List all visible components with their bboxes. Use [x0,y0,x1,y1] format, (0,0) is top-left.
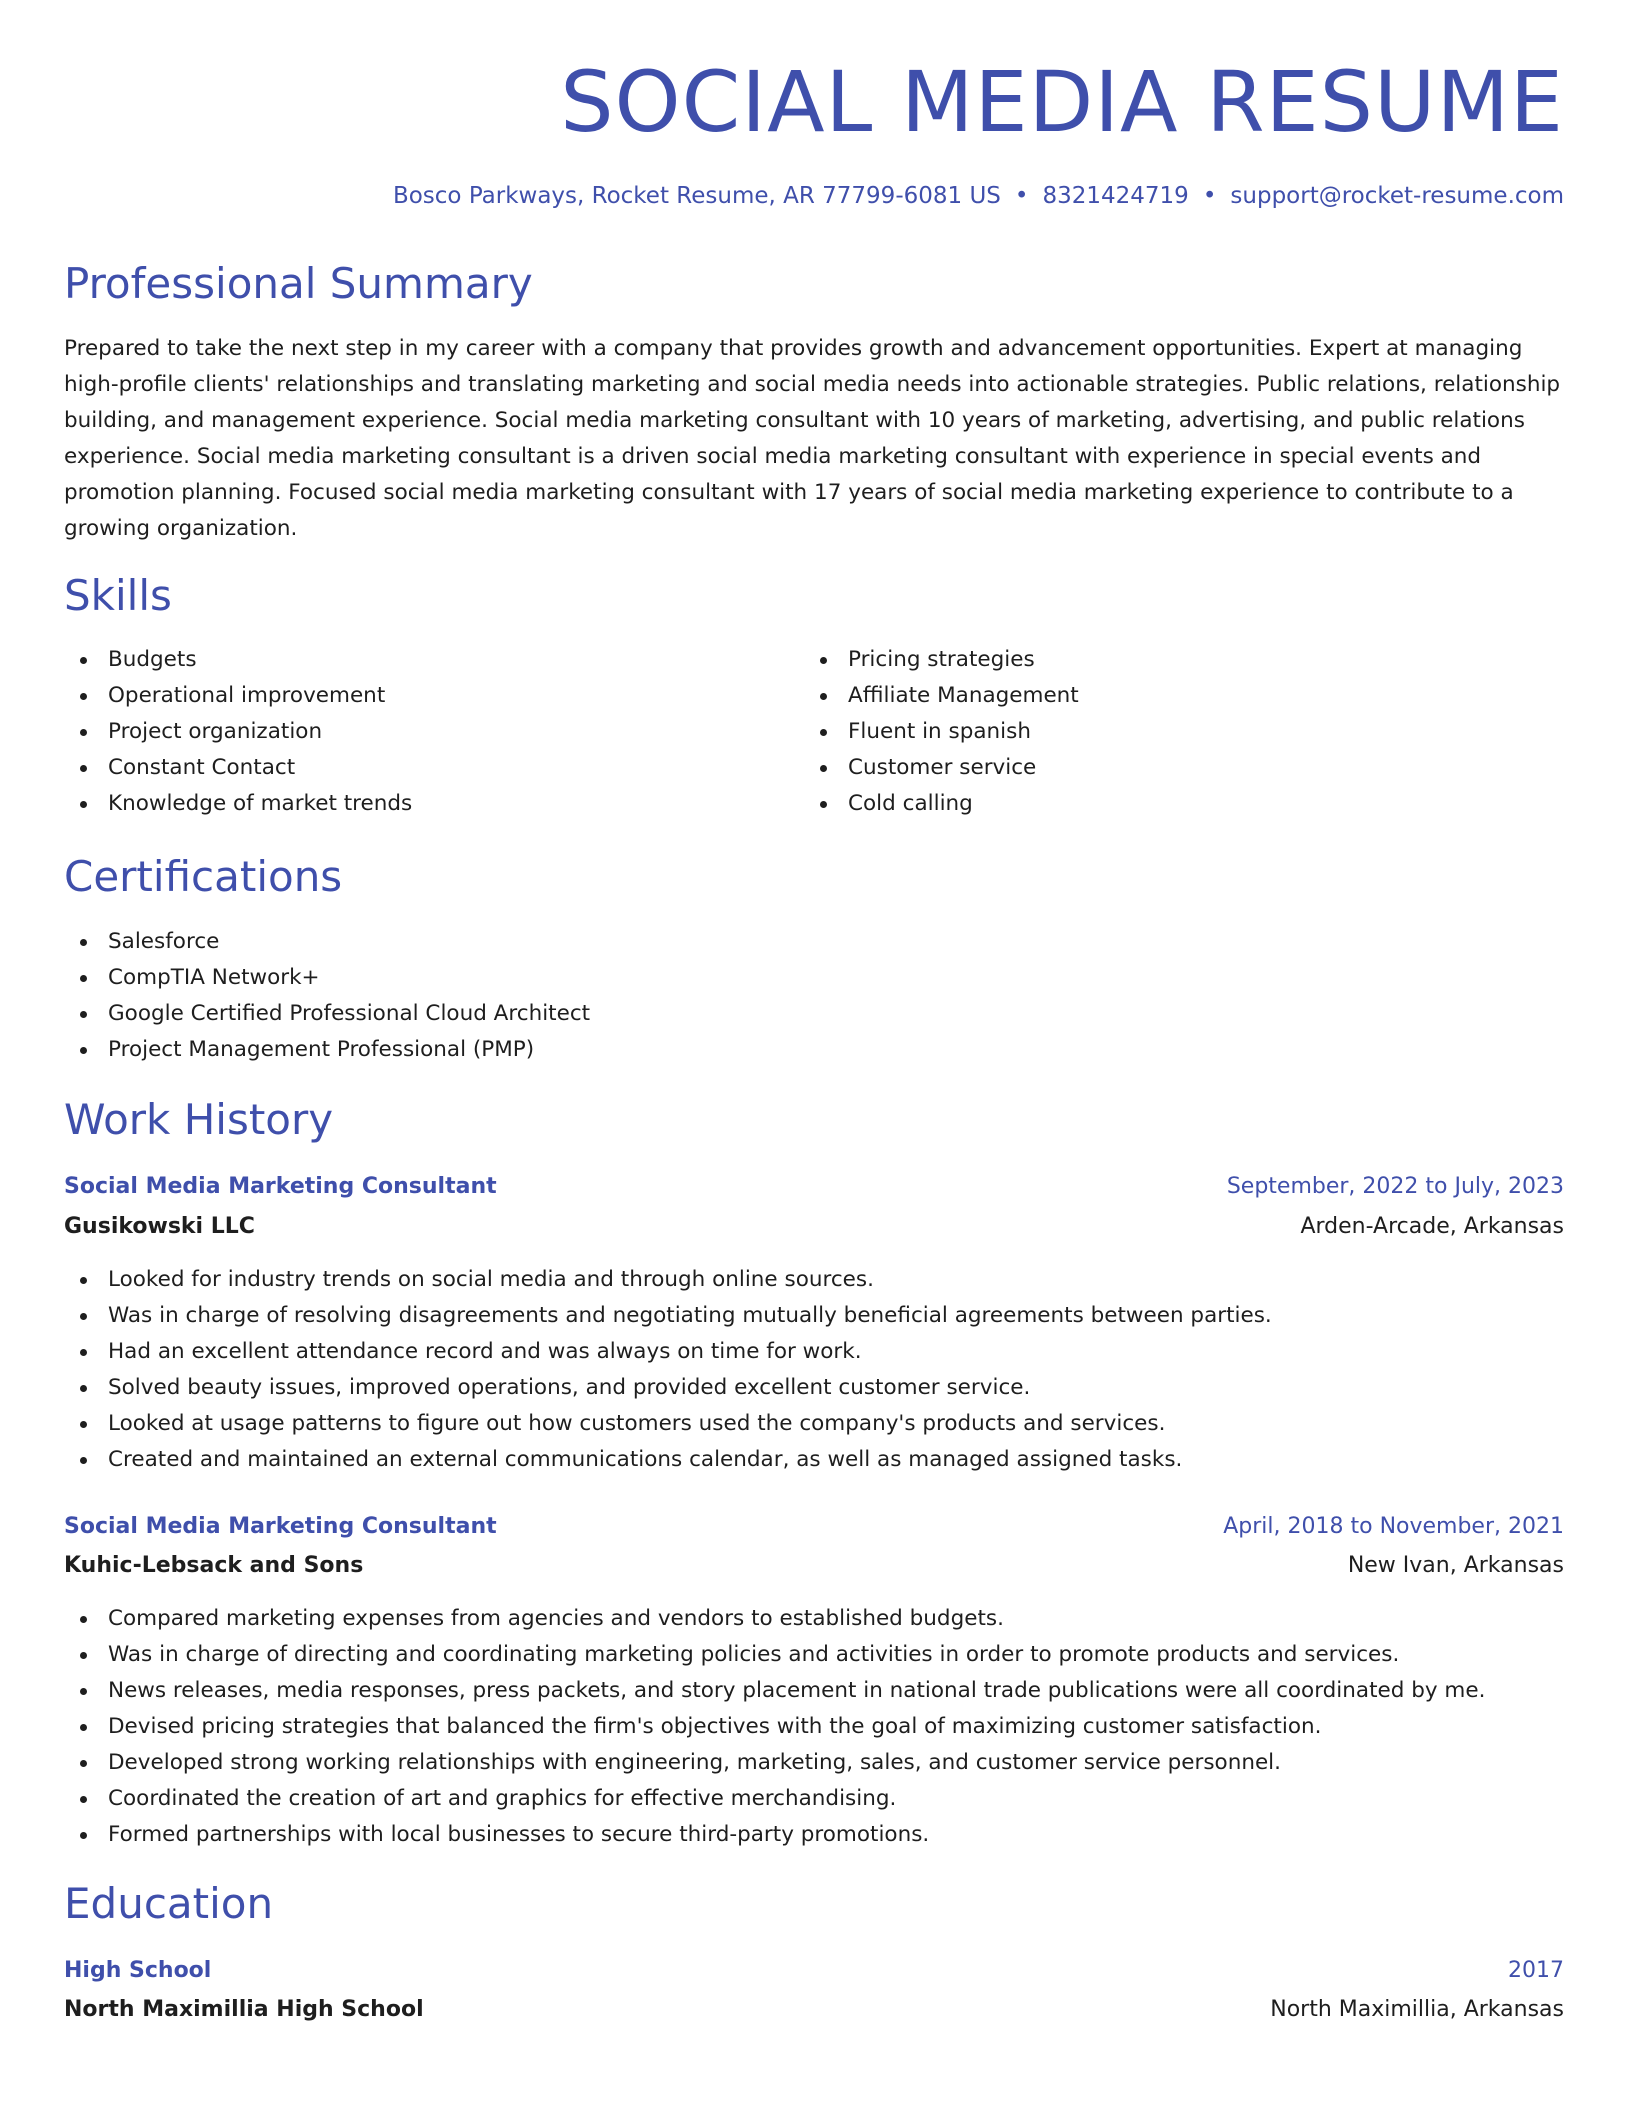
job-title: Social Media Marketing Consultant [64,1174,497,1199]
education-degree: High School [64,1958,212,1983]
job-title-row [64,1169,1564,1205]
job-company: Gusikowski LLC [64,1214,255,1239]
skill-item: Budgets [64,642,412,678]
skill-item: Constant Contact [64,750,412,786]
job-bullet: Devised pricing strategies that balanced the firm's objectives with the goal of maximizing customer satisfaction. [64,1709,1485,1745]
job-bullet: Looked for industry trends on social media and through online sources. [64,1262,1272,1298]
job-bullet: Compared marketing expenses from agencies and vendors to established budgets. [64,1601,1485,1637]
skill-item: Affiliate Management [804,678,1079,714]
job-bullet: Looked at usage patterns to figure out how customers used the company's products and services. [64,1406,1272,1442]
resume-title: SOCIAL MEDIA RESUME [560,53,1564,151]
skills-heading: Skills [64,571,172,620]
skill-item: Fluent in spanish [804,714,1079,750]
contact-separator: • [1202,183,1217,209]
summary-heading: Professional Summary [64,259,533,308]
certifications-heading: Certifications [64,852,343,901]
contact-email[interactable]: support@rocket-resume.com [1230,183,1564,209]
job-location: New Ivan, Arkansas [1347,1553,1564,1578]
skill-item: Project organization [64,714,412,750]
job-company: Kuhic-Lebsack and Sons [64,1553,364,1578]
job-dates: September, 2022 to July, 2023 [1226,1174,1564,1199]
work-history-heading: Work History [64,1095,334,1144]
job-bullet: Formed partnerships with local businesses to secure third-party promotions. [64,1817,1485,1853]
education-heading: Education [64,1879,274,1928]
certification-item: Google Certified Professional Cloud Architect [64,996,590,1032]
job-bullet: Solved beauty issues, improved operations, and provided excellent customer service. [64,1370,1272,1406]
education-school-row [64,1992,1564,2028]
job-bullets [64,1262,1272,1478]
job-company-row [64,1548,1564,1584]
contact-phone[interactable]: 8321424719 [1042,183,1189,209]
certifications-list [64,924,590,1068]
job-bullet: Created and maintained an external communications calendar, as well as managed assigned tasks. [64,1442,1272,1478]
job-bullet: Was in charge of resolving disagreements and negotiating mutually beneficial agreements between parties. [64,1298,1272,1334]
job-bullet: Had an excellent attendance record and was always on time for work. [64,1334,1272,1370]
skills-list-left [64,642,412,822]
certification-item: Salesforce [64,924,590,960]
education-year: 2017 [1508,1958,1564,1983]
skill-item: Cold calling [804,786,1079,822]
job-company-row [64,1209,1564,1245]
certification-item: CompTIA Network+ [64,960,590,996]
job-bullets [64,1601,1485,1853]
certification-item: Project Management Professional (PMP) [64,1032,590,1068]
job-dates: April, 2018 to November, 2021 [1223,1514,1564,1539]
education-degree-row [64,1953,1564,1989]
skill-item: Pricing strategies [804,642,1079,678]
summary-text: Prepared to take the next step in my career with a company that provides growth and advancement opportunities. Expert at managing high-profile clients' relationships and translating marketing and social media needs into actionable strategies. Public relations, relationship building, and management experience. Social media marketing consultant with 10 years of marketing, advertising, and public relations experience. Social media marketing consultant is a driven social media marketing consultant with experience in special events and promotion planning. Focused social media marketing consultant with 17 years of social media marketing experience to contribute to a growing organization. [64,336,1561,541]
skill-item: Knowledge of market trends [64,786,412,822]
job-bullet: News releases, media responses, press packets, and story placement in national trade publications were all coordinated by me. [64,1673,1485,1709]
job-bullet: Developed strong working relationships with engineering, marketing, sales, and customer service personnel. [64,1745,1485,1781]
contact-address: Bosco Parkways, Rocket Resume, AR 77799-6081 US [392,183,1001,209]
job-bullet: Coordinated the creation of art and graphics for effective merchandising. [64,1781,1485,1817]
education-location: North Maximillia, Arkansas [1270,1997,1564,2022]
contact-separator: • [1014,183,1029,209]
skill-item: Operational improvement [64,678,412,714]
job-title: Social Media Marketing Consultant [64,1514,497,1539]
job-title-row [64,1509,1564,1545]
job-location: Arden-Arcade, Arkansas [1300,1214,1564,1239]
skill-item: Customer service [804,750,1079,786]
job-bullet: Was in charge of directing and coordinating marketing policies and activities in order to promote products and services. [64,1637,1485,1673]
contact-line [393,180,1564,212]
skills-list-right [804,642,1079,822]
education-school: North Maximillia High School [64,1997,424,2022]
